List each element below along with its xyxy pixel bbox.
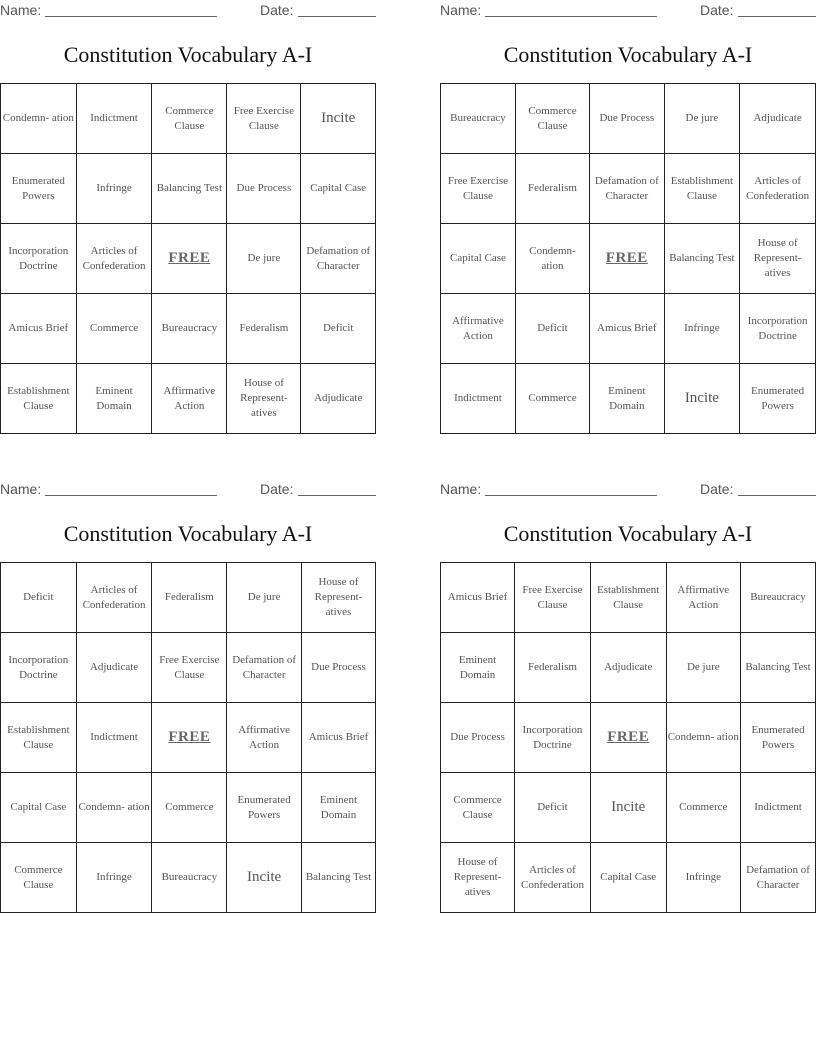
grid-cell: Indictment — [441, 364, 516, 434]
grid-cell: Commerce Clause — [1, 843, 77, 913]
grid-cell: Free Exercise Clause — [515, 563, 591, 633]
grid-cell: Incorporation Doctrine — [740, 294, 816, 364]
grid-cell: Deficit — [1, 563, 77, 633]
grid-cell: Commerce — [515, 364, 589, 434]
grid-row — [441, 773, 816, 843]
free-space: FREE — [152, 703, 227, 773]
grid-cell: Federalism — [152, 563, 227, 633]
grid-cell: Affirmative Action — [666, 563, 741, 633]
grid-cell: Adjudicate — [740, 84, 816, 154]
grid-cell: Capital Case — [441, 224, 516, 294]
grid-cell: Amicus Brief — [441, 563, 515, 633]
grid-cell: Affirmative Action — [227, 703, 302, 773]
grid-row — [1, 843, 376, 913]
grid-row — [1, 703, 376, 773]
grid-cell: Condemn- ation — [1, 84, 77, 154]
grid-row — [441, 294, 816, 364]
date-label: Date: — [260, 2, 294, 18]
grid-cell: Free Exercise Clause — [227, 84, 301, 154]
grid-cell: Affirmative Action — [441, 294, 516, 364]
name-label: Name: — [0, 2, 42, 18]
grid-row — [1, 154, 376, 224]
grid-cell: De jure — [664, 84, 740, 154]
grid-row — [441, 364, 816, 434]
grid-cell: Capital Case — [1, 773, 77, 843]
grid-cell: Eminent Domain — [441, 633, 515, 703]
grid-cell: Free Exercise Clause — [152, 633, 227, 703]
grid-cell: House of Represent- atives — [301, 563, 375, 633]
grid-cell: Indictment — [76, 703, 152, 773]
grid-cell: Bureaucracy — [152, 843, 227, 913]
grid-cell: Indictment — [741, 773, 816, 843]
grid-row — [441, 703, 816, 773]
card-header — [0, 481, 376, 499]
grid-cell: Bureaucracy — [741, 563, 816, 633]
grid-cell: Balancing Test — [741, 633, 816, 703]
bingo-card — [0, 479, 376, 915]
grid-cell: Establishment Clause — [590, 563, 666, 633]
grid-cell: Condemn- ation — [666, 703, 741, 773]
name-label: Name: — [440, 481, 482, 497]
grid-row — [1, 633, 376, 703]
grid-row — [1, 224, 376, 294]
grid-cell: Deficit — [515, 294, 589, 364]
grid-cell: Establishment Clause — [1, 364, 77, 434]
grid-cell: De jure — [227, 563, 302, 633]
grid-cell: Establishment Clause — [664, 154, 740, 224]
grid-cell: De jure — [666, 633, 741, 703]
grid-cell: Affirmative Action — [152, 364, 227, 434]
date-blank-line — [738, 16, 816, 17]
bingo-card — [440, 0, 816, 436]
grid-cell: Infringe — [76, 843, 152, 913]
grid-cell: Amicus Brief — [1, 294, 77, 364]
grid-cell: Defamation of Character — [301, 224, 376, 294]
grid-row — [441, 843, 816, 913]
grid-cell: Incorporation Doctrine — [1, 633, 77, 703]
grid-cell: Federalism — [515, 154, 589, 224]
grid-cell: Articles of Confederation — [740, 154, 816, 224]
grid-row — [441, 563, 816, 633]
grid-cell: Eminent Domain — [76, 364, 152, 434]
grid-row — [1, 294, 376, 364]
grid-row — [1, 773, 376, 843]
grid-cell: Bureaucracy — [441, 84, 516, 154]
grid-cell: Commerce Clause — [441, 773, 515, 843]
grid-row — [441, 84, 816, 154]
card-header — [0, 2, 376, 20]
grid-cell: Defamation of Character — [741, 843, 816, 913]
free-space: FREE — [152, 224, 227, 294]
date-blank-line — [298, 495, 376, 496]
card-title: Constitution Vocabulary A-I — [503, 42, 753, 67]
grid-cell: Due Process — [441, 703, 515, 773]
grid-cell: Infringe — [666, 843, 741, 913]
grid-cell: Amicus Brief — [301, 703, 375, 773]
card-header — [440, 2, 816, 20]
grid-cell: House of Represent- atives — [441, 843, 515, 913]
grid-cell: Indictment — [76, 84, 152, 154]
grid-cell: Amicus Brief — [590, 294, 665, 364]
grid-cell: Due Process — [590, 84, 665, 154]
grid-cell: Deficit — [515, 773, 591, 843]
grid-cell: Establishment Clause — [1, 703, 77, 773]
grid-cell: Incite — [664, 364, 740, 434]
grid-cell: Commerce — [152, 773, 227, 843]
grid-cell: Enumerated Powers — [227, 773, 302, 843]
card-header — [440, 481, 816, 499]
grid-cell: Articles of Confederation — [76, 563, 152, 633]
bingo-grid — [0, 562, 376, 913]
grid-cell: Enumerated Powers — [1, 154, 77, 224]
free-space: FREE — [590, 703, 666, 773]
grid-row — [1, 364, 376, 434]
date-label: Date: — [700, 2, 734, 18]
grid-cell: Due Process — [301, 633, 375, 703]
grid-cell: Articles of Confederation — [76, 224, 152, 294]
grid-cell: Commerce Clause — [152, 84, 227, 154]
grid-cell: Adjudicate — [76, 633, 152, 703]
grid-row — [441, 224, 816, 294]
name-blank-line — [45, 16, 217, 17]
grid-cell: Incite — [590, 773, 666, 843]
grid-row — [441, 633, 816, 703]
bingo-grid — [440, 562, 816, 913]
grid-cell: Incorporation Doctrine — [1, 224, 77, 294]
grid-cell: Balancing Test — [301, 843, 375, 913]
bingo-card — [440, 479, 816, 915]
date-blank-line — [738, 495, 816, 496]
grid-cell: Articles of Confederation — [515, 843, 591, 913]
grid-cell: Balancing Test — [152, 154, 227, 224]
grid-cell: Free Exercise Clause — [441, 154, 516, 224]
grid-cell: Bureaucracy — [152, 294, 227, 364]
grid-row — [1, 84, 376, 154]
free-space: FREE — [590, 224, 665, 294]
grid-cell: Due Process — [227, 154, 301, 224]
name-blank-line — [485, 495, 657, 496]
card-title: Constitution Vocabulary A-I — [63, 42, 313, 67]
grid-cell: Defamation of Character — [590, 154, 665, 224]
grid-cell: Condemn- ation — [76, 773, 152, 843]
grid-cell: Adjudicate — [590, 633, 666, 703]
grid-cell: Defamation of Character — [227, 633, 302, 703]
grid-cell: De jure — [227, 224, 301, 294]
grid-cell: Condemn- ation — [515, 224, 589, 294]
grid-cell: House of Represent- atives — [740, 224, 816, 294]
date-label: Date: — [260, 481, 294, 497]
grid-cell: Eminent Domain — [301, 773, 375, 843]
grid-cell: Commerce Clause — [515, 84, 589, 154]
date-label: Date: — [700, 481, 734, 497]
bingo-card — [0, 0, 376, 436]
grid-cell: Enumerated Powers — [740, 364, 816, 434]
bingo-grid — [440, 83, 816, 434]
grid-cell: Commerce — [76, 294, 152, 364]
grid-cell: Deficit — [301, 294, 376, 364]
bingo-grid — [0, 83, 376, 434]
grid-cell: Capital Case — [301, 154, 376, 224]
grid-cell: Adjudicate — [301, 364, 376, 434]
grid-cell: Incite — [227, 843, 302, 913]
grid-cell: Incorporation Doctrine — [515, 703, 591, 773]
card-title: Constitution Vocabulary A-I — [503, 521, 753, 546]
name-label: Name: — [0, 481, 42, 497]
grid-cell: Federalism — [515, 633, 591, 703]
grid-cell: Infringe — [76, 154, 152, 224]
grid-cell: Commerce — [666, 773, 741, 843]
date-blank-line — [298, 16, 376, 17]
grid-cell: Federalism — [227, 294, 301, 364]
name-label: Name: — [440, 2, 482, 18]
grid-row — [441, 154, 816, 224]
grid-cell: House of Represent- atives — [227, 364, 301, 434]
name-blank-line — [485, 16, 657, 17]
grid-row — [1, 563, 376, 633]
grid-cell: Eminent Domain — [590, 364, 665, 434]
name-blank-line — [45, 495, 217, 496]
grid-cell: Incite — [301, 84, 376, 154]
grid-cell: Capital Case — [590, 843, 666, 913]
grid-cell: Infringe — [664, 294, 740, 364]
grid-cell: Enumerated Powers — [741, 703, 816, 773]
card-title: Constitution Vocabulary A-I — [63, 521, 313, 546]
grid-cell: Balancing Test — [664, 224, 740, 294]
